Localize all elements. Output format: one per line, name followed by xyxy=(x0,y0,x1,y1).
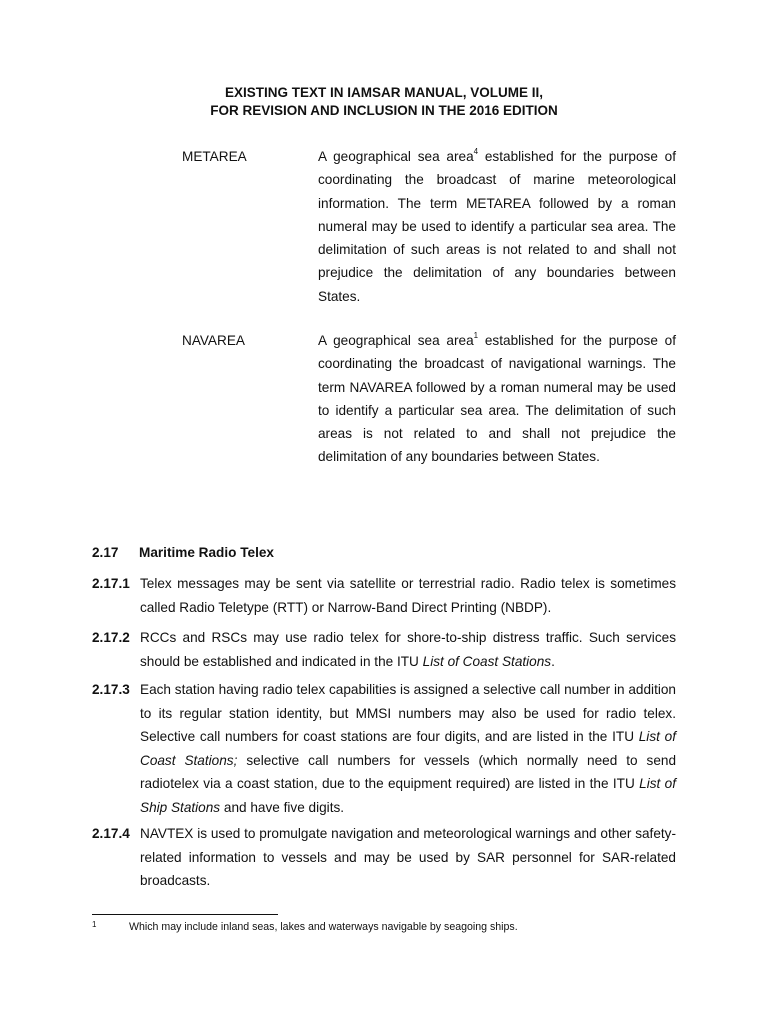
paragraph-text: Telex messages may be sent via satellite or terrestrial radio. Radio telex is sometimes called Radio Teletype (RTT) or Narrow-Band Direct Printing (NBDP). xyxy=(140,576,676,615)
paragraph-2-17-1 xyxy=(92,572,676,619)
paragraph-2-17-3 xyxy=(92,678,676,819)
section-heading xyxy=(92,545,274,560)
document-title xyxy=(0,84,768,120)
paragraph-2-17-2 xyxy=(92,626,676,673)
paragraph-text: Each station having radio telex capabilities is assigned a selective call number in addition to its regular station identity, but MMSI numbers may also be used for radio telex. Selective call numbers for coast stations are four digits, and are listed in the ITU List of Coast Stations; selective call numbers for vessels (which normally need to send radiotelex via a coast station, due to the equipment required) are listed in the ITU List of Ship Stations and have five digits. xyxy=(140,682,677,815)
paragraph-number: 2.17.3 xyxy=(92,682,130,697)
paragraph-2-17-4 xyxy=(92,822,676,893)
paragraph-number: 2.17.2 xyxy=(92,630,130,645)
definition-term: NAVAREA xyxy=(182,333,245,348)
section-number: 2.17 xyxy=(92,545,119,560)
paragraph-number: 2.17.1 xyxy=(92,576,130,591)
footnote-divider xyxy=(92,914,278,915)
footnote-text: Which may include inland seas, lakes and waterways navigable by seagoing ships. xyxy=(129,921,518,933)
footnote-ref: 1 xyxy=(473,331,479,341)
paragraph-text: RCCs and RSCs may use radio telex for shore-to-ship distress traffic. Such services should be established and indicated in the ITU List of Coast Stations. xyxy=(140,630,676,669)
footnote-number: 1 xyxy=(92,920,97,929)
section-title: Maritime Radio Telex xyxy=(139,545,274,560)
title-line-1: EXISTING TEXT IN IAMSAR MANUAL, VOLUME II, xyxy=(224,85,543,100)
paragraph-number: 2.17.4 xyxy=(92,826,130,841)
footnote-ref: 4 xyxy=(473,147,479,157)
paragraph-text: NAVTEX is used to promulgate navigation and meteorological warnings and other safety-related information to vessels and may be used by SAR personnel for SAR-related broadcasts. xyxy=(140,826,676,888)
definition-body: A geographical sea area$^1$ established for the purpose of coordinating the broadcast of navigational warnings. The term NAVAREA followed by a roman numeral may be used to identify a particular sea area. The delimitation of such areas is not related to and shall not prejudice the delimitation of any boundaries between States. xyxy=(318,331,676,465)
title-line-2: FOR REVISION AND INCLUSION IN THE 2016 EDITION xyxy=(210,103,558,118)
definition-term: METAREA xyxy=(182,149,247,164)
definition-body: A geographical sea area$^4$ established for the purpose of coordinating the broadcast of marine meteorological information. The term METAREA followed by a roman numeral may be used to identify a particular sea area. The delimitation of such areas is not related to and shall not prejudice the delimitation of any boundaries between States. xyxy=(318,147,676,304)
